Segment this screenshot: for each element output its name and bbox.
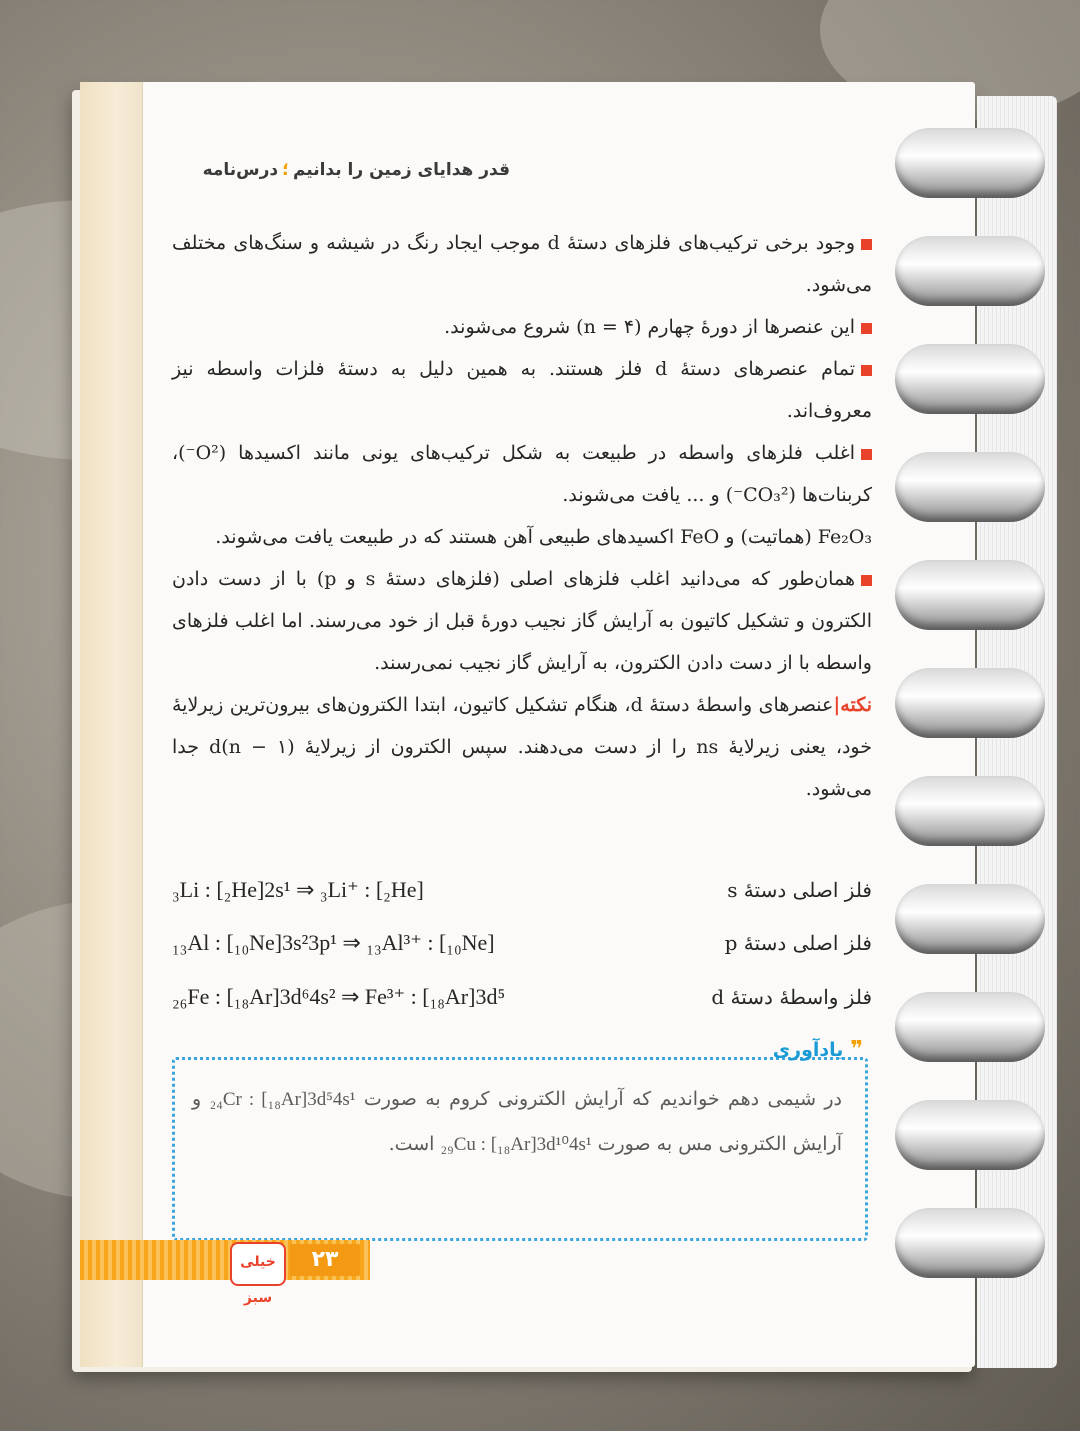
header-title: قدر هدایای زمین را بدانیم	[292, 160, 510, 180]
equation-row	[172, 930, 872, 956]
reminder-text	[192, 1077, 842, 1167]
spiral-coil	[895, 128, 1045, 198]
bullet-text: همان‌طور که می‌دانید اغلب فلزهای اصلی (فلزهای دستهٔ s و p) با از دست دادن الکترون و تشکیل کاتیون به آرایش گاز نجیب دورهٔ قبل از خود می‌رسند. اما اغلب فلزهای واسطه با از دست دادن الکترون، به آرایش گاز نجیب نمی‌رسند.	[172, 568, 872, 674]
equation-row	[172, 877, 872, 903]
reminder-line: و آرایش الکترونی مس به صورت	[192, 1088, 842, 1155]
bullet-paragraph	[172, 306, 872, 348]
reminder-title-text: یادآوری	[772, 1039, 844, 1061]
reminder-formula: ₂₉Cu : [₁₈Ar]3d¹⁰4s¹	[440, 1134, 592, 1155]
quote-mark-icon: ❞	[850, 1037, 863, 1062]
equation-label: فلز واسطهٔ دستهٔ d	[711, 985, 872, 1009]
bullet-text: وجود برخی ترکیب‌های فلزهای دستهٔ d موجب ایجاد رنگ در شیشه و سنگ‌های مختلف می‌شود.	[172, 232, 872, 296]
bullet-square-icon	[861, 365, 872, 376]
note-label: نکته	[840, 694, 872, 716]
equation-label: فلز اصلی دستهٔ s	[727, 878, 872, 902]
page	[80, 82, 975, 1367]
equation-row	[172, 984, 872, 1010]
note-text: عنصرهای واسطهٔ دستهٔ d، هنگام تشکیل کاتیون، ابتدا الکترون‌های بیرون‌ترین زیرلایهٔ خود، یعنی زیرلایهٔ ns را از دست می‌دهند. سپس الکترون از زیرلایهٔ (n − ۱)d جدا می‌شود.	[172, 694, 872, 800]
spiral-coil	[895, 452, 1045, 522]
spiral-coil	[895, 236, 1045, 306]
bullet-square-icon	[861, 575, 872, 586]
bullet-square-icon	[861, 323, 872, 334]
equation-formula: ₁₃Al : [₁₀Ne]3s²3p¹ ⇒ ₁₃Al³⁺ : [₁₀Ne]	[172, 930, 495, 955]
lesson-content	[172, 222, 872, 810]
iron-paragraph: Fe₂O₃ (هماتیت) و FeO اکسیدهای طبیعی آهن هستند که در طبیعت یافت می‌شوند.	[215, 526, 872, 548]
publisher-logo: خیلی سبز	[230, 1242, 286, 1286]
note-paragraph	[172, 684, 872, 810]
page-margin-strip	[80, 82, 143, 1367]
spiral-coil	[895, 776, 1045, 846]
reminder-line: در شیمی دهم خواندیم که آرایش الکترونی کروم به صورت	[363, 1088, 843, 1110]
bullet-text: اغلب فلزهای واسطه در طبیعت به شکل ترکیب‌های یونی مانند اکسیدها (O²⁻)، کربنات‌ها (CO₃²⁻) و ... یافت می‌شوند.	[172, 442, 872, 506]
bullet-square-icon	[861, 449, 872, 460]
bullet-paragraph	[172, 222, 872, 306]
equation-formula: ₃Li : [₂He]2s¹ ⇒ ₃Li⁺ : [₂He]	[172, 877, 424, 902]
reminder-title	[743, 1037, 863, 1073]
reminder-formula: ₂₄Cr : [₁₈Ar]3d⁵4s¹	[209, 1089, 356, 1110]
header-section: درس‌نامه	[202, 160, 279, 180]
bullet-square-icon	[861, 239, 872, 250]
bullet-text: تمام عنصرهای دستهٔ d فلز هستند. به همین دلیل به دستهٔ فلزات واسطه نیز معروف‌اند.	[172, 358, 872, 422]
page-number: ۲۳	[290, 1244, 360, 1276]
bullet-paragraph	[172, 558, 872, 684]
bullet-paragraph	[172, 348, 872, 432]
bullet-paragraph	[172, 432, 872, 516]
spiral-coil	[895, 884, 1045, 954]
spiral-coil	[895, 344, 1045, 414]
bullet-text: این عنصرها از دورهٔ چهارم (n = ۴) شروع می‌شوند.	[444, 316, 855, 338]
spiral-coil	[895, 1208, 1045, 1278]
spiral-coil	[895, 560, 1045, 630]
reminder-line: است.	[388, 1133, 435, 1155]
spiral-coil	[895, 992, 1045, 1062]
spiral-coil	[895, 1100, 1045, 1170]
equation-label: فلز اصلی دستهٔ p	[724, 931, 872, 955]
page-header	[180, 160, 510, 194]
spiral-coil	[895, 668, 1045, 738]
note-divider: |	[833, 694, 841, 716]
equation-formula: ₂₆Fe : [₁₈Ar]3d⁶4s² ⇒ Fe³⁺ : [₁₈Ar]3d⁵	[172, 984, 506, 1009]
header-separator: ؛	[282, 160, 289, 180]
